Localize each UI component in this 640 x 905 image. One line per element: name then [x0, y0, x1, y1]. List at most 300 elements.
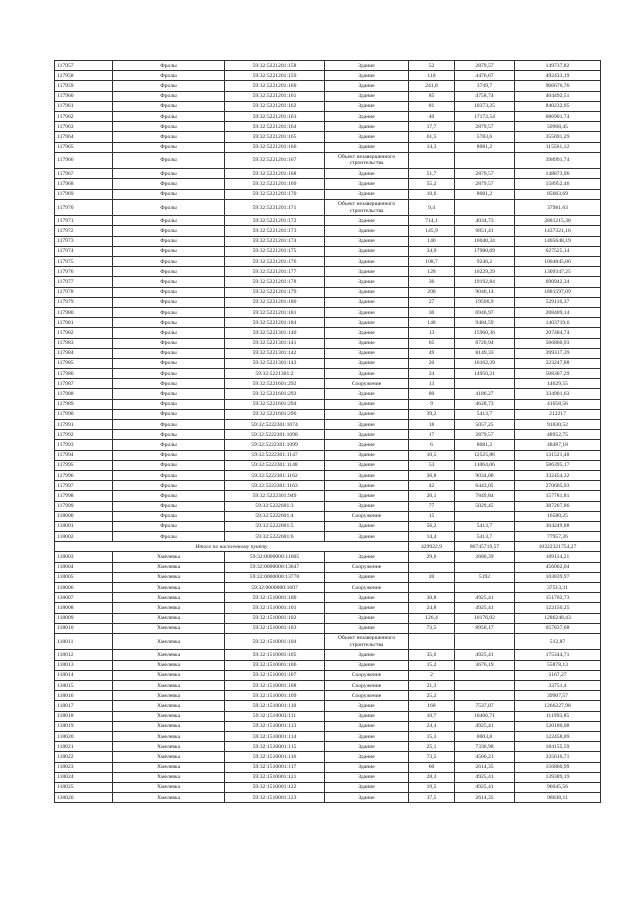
- cell-area: 81: [409, 101, 455, 111]
- cell-area: 56,2: [409, 521, 455, 531]
- cell-cadastral-value: 404492,51: [515, 91, 601, 101]
- cell-cadastral-value: 332454,32: [515, 470, 601, 480]
- cell-cadastral-value: 304249,88: [515, 521, 601, 531]
- cell-area: 128: [409, 267, 455, 277]
- cell-area: 24,4: [409, 721, 455, 731]
- table-row: [55, 277, 601, 287]
- cell-area: 10,5: [409, 450, 455, 460]
- cell-area: 30,8: [409, 593, 455, 603]
- cell-settlement-name: Хмелевка: [113, 623, 225, 633]
- cell-settlement-name: Фролы: [113, 81, 225, 91]
- cell-cadastral-value: 184155,59: [515, 742, 601, 752]
- cell-area: 10,7: [409, 711, 455, 721]
- cell-row-number: 117958: [55, 71, 113, 81]
- cell-row-number: 117962: [55, 111, 113, 121]
- cell-specific-value: 7336,98: [455, 742, 515, 752]
- cell-object-type: Здание: [325, 257, 409, 267]
- cell-area: 145,9: [409, 226, 455, 236]
- cell-cadastral-value: 157781,81: [515, 491, 601, 501]
- cell-object-type: Здание: [325, 236, 409, 246]
- cell-area: 53: [409, 460, 455, 470]
- cell-specific-value: 4186,27: [455, 389, 515, 399]
- cell-row-number: 118008: [55, 603, 113, 613]
- cell-area: 714,1: [409, 216, 455, 226]
- cell-area: 85: [409, 91, 455, 101]
- cell-cadastral-value: 50968,45: [515, 122, 601, 132]
- cell-object-type: Здание: [325, 91, 409, 101]
- cell-cadastral-number: 59:32:5221201:164: [225, 122, 325, 132]
- cell-area: 126,4: [409, 613, 455, 623]
- cell-object-type: Здание: [325, 450, 409, 460]
- cell-object-type: Здание: [325, 521, 409, 531]
- table-row: [55, 199, 601, 216]
- cell-object-type: Здание: [325, 660, 409, 670]
- cell-settlement-name: Фролы: [113, 450, 225, 460]
- cell-specific-value: 12525,86: [455, 450, 515, 460]
- cell-cadastral-number: 59:32:1510001:107: [225, 670, 325, 680]
- cell-row-number: 118004: [55, 562, 113, 572]
- cell-object-type: Здание: [325, 338, 409, 348]
- cell-settlement-name: Фролы: [113, 142, 225, 152]
- cell-row-number: 117991: [55, 420, 113, 430]
- cell-cadastral-number: 59:32:5222601:4: [225, 511, 325, 521]
- cell-cadastral-value: 508307,29: [515, 369, 601, 379]
- table-row: [55, 399, 601, 409]
- cell-cadastral-value: 840232,95: [515, 101, 601, 111]
- cell-specific-value: 9046,14: [455, 287, 515, 297]
- cell-row-number: 118013: [55, 660, 113, 670]
- cell-cadastral-number: 59:32:5221201:170: [225, 189, 325, 199]
- cell-specific-value: 17980,69: [455, 246, 515, 256]
- cell-cadastral-number: 59:32:0000000:13778: [225, 572, 325, 582]
- table-row: [55, 603, 601, 613]
- cell-settlement-name: Фролы: [113, 440, 225, 450]
- cell-settlement-name: Фролы: [113, 399, 225, 409]
- cell-row-number: 118012: [55, 650, 113, 660]
- cell-cadastral-value: 48487,18: [515, 440, 601, 450]
- cell-specific-value: 4628,73: [455, 399, 515, 409]
- cell-cadastral-number: 59:32:5222301:1099: [225, 440, 325, 450]
- cell-area: 60: [409, 762, 455, 772]
- cell-area: 29,6: [409, 552, 455, 562]
- cell-area: 9,4: [409, 199, 455, 216]
- cell-cadastral-number: 59:32:5221301:140: [225, 328, 325, 338]
- cell-settlement-name: Хмелевка: [113, 593, 225, 603]
- cell-specific-value: 8081,2: [455, 440, 515, 450]
- cell-object-type: Здание: [325, 532, 409, 542]
- cell-settlement-name: Фролы: [113, 328, 225, 338]
- cell-object-type: Здание: [325, 593, 409, 603]
- cell-area: 20: [409, 358, 455, 368]
- cell-cadastral-value: 85663,69: [515, 189, 601, 199]
- cell-specific-value: 8081,2: [455, 189, 515, 199]
- cell-settlement-name: Хмелевка: [113, 572, 225, 582]
- cell-cadastral-number: 59:32:0000000:13647: [225, 562, 325, 572]
- cell-cadastral-number: 59:32:5221201:165: [225, 132, 325, 142]
- cell-row-number: 118009: [55, 613, 113, 623]
- cell-specific-value: 10373,25: [455, 101, 515, 111]
- cell-cadastral-value: 334901,63: [515, 389, 601, 399]
- cell-object-type: Здание: [325, 389, 409, 399]
- cell-cadastral-number: 59:32:5221201:171: [225, 199, 325, 216]
- cell-cadastral-value: 33751,4: [515, 681, 601, 691]
- table-row: [55, 297, 601, 307]
- cell-settlement-name: Хмелевка: [113, 691, 225, 701]
- cell-cadastral-value: 906676,76: [515, 81, 601, 91]
- cell-object-type: Сооружение: [325, 562, 409, 572]
- cell-cadastral-number: 59:32:5221201:162: [225, 101, 325, 111]
- cell-specific-value: 8950,17: [455, 623, 515, 633]
- cell-specific-value: 4566,21: [455, 752, 515, 762]
- cell-cadastral-value: 586395,17: [515, 460, 601, 470]
- cell-cadastral-number: 59:32:0000000:1607: [225, 583, 325, 593]
- cell-row-number: 117976: [55, 267, 113, 277]
- cell-specific-value: 4925,41: [455, 650, 515, 660]
- cell-specific-value: 10176,02: [455, 613, 515, 623]
- cell-specific-value: 4925,41: [455, 772, 515, 782]
- cell-row-number: 117973: [55, 236, 113, 246]
- cell-object-type: Здание: [325, 721, 409, 731]
- cell-settlement-name: Фролы: [113, 379, 225, 389]
- cell-specific-value: 2879,57: [455, 122, 515, 132]
- cell-settlement-name: Хмелевка: [113, 633, 225, 650]
- cell-specific-value: 8081,2: [455, 142, 515, 152]
- cell-specific-value: 8003,8: [455, 731, 515, 741]
- cell-cadastral-value: 55878,13: [515, 660, 601, 670]
- table-row: [55, 81, 601, 91]
- table-row: [55, 583, 601, 593]
- total-cadastral-value: 10322321754,27: [515, 542, 601, 552]
- cell-area: 65: [409, 338, 455, 348]
- cell-specific-value: 14950,21: [455, 369, 515, 379]
- cell-cadastral-value: 2881215,38: [515, 216, 601, 226]
- table-row: [55, 721, 601, 731]
- cell-object-type: Сооружение: [325, 681, 409, 691]
- cell-cadastral-number: 59:32:5221601:296: [225, 409, 325, 419]
- table-row: [55, 71, 601, 81]
- cell-cadastral-number: 59:32:5221201:160: [225, 81, 325, 91]
- cell-object-type: Здание: [325, 328, 409, 338]
- cell-cadastral-value: 103839,97: [515, 572, 601, 582]
- cell-settlement-name: Фролы: [113, 61, 225, 71]
- cell-row-number: 117972: [55, 226, 113, 236]
- cell-object-type: Здание: [325, 623, 409, 633]
- cell-specific-value: 9034,08: [455, 470, 515, 480]
- cell-cadastral-value: 151702,73: [515, 593, 601, 603]
- cell-cadastral-value: 207484,74: [515, 328, 601, 338]
- cell-cadastral-value: 175344,71: [515, 650, 601, 660]
- cell-row-number: 117966: [55, 152, 113, 169]
- table-row: [55, 409, 601, 419]
- cell-settlement-name: Фролы: [113, 152, 225, 169]
- cell-specific-value: 2879,57: [455, 179, 515, 189]
- cadastral-value-table: [54, 60, 601, 803]
- cell-cadastral-value: 37981,63: [515, 199, 601, 216]
- cell-specific-value: 9246,2: [455, 257, 515, 267]
- cell-cadastral-value: 1266227,98: [515, 701, 601, 711]
- cell-cadastral-number: 59:32:5222301:1147: [225, 450, 325, 460]
- cell-specific-value: 8149,33: [455, 348, 515, 358]
- cell-object-type: Здание: [325, 460, 409, 470]
- cell-cadastral-value: 37513,31: [515, 583, 601, 593]
- cell-area: [409, 152, 455, 169]
- cell-object-type: Здание: [325, 470, 409, 480]
- cell-settlement-name: Хмелевка: [113, 660, 225, 670]
- cell-row-number: 118014: [55, 670, 113, 680]
- cell-area: 37,5: [409, 793, 455, 803]
- cell-object-type: Здание: [325, 409, 409, 419]
- cell-row-number: 117993: [55, 440, 113, 450]
- cell-area: 42: [409, 481, 455, 491]
- cell-settlement-name: Фролы: [113, 236, 225, 246]
- cell-area: 27: [409, 297, 455, 307]
- cell-area: 17,7: [409, 122, 455, 132]
- cell-specific-value: 4034,73: [455, 216, 515, 226]
- cell-cadastral-value: 1437321,16: [515, 226, 601, 236]
- cell-area: 36,8: [409, 470, 455, 480]
- table-row: [55, 532, 601, 542]
- cell-row-number: 117980: [55, 307, 113, 317]
- table-body: [55, 61, 601, 803]
- table-row: [55, 511, 601, 521]
- cell-cadastral-number: 59:32:5221201:173: [225, 226, 325, 236]
- cell-area: 6: [409, 440, 455, 450]
- cell-settlement-name: Фролы: [113, 257, 225, 267]
- cell-object-type: Здание: [325, 752, 409, 762]
- cell-cadastral-number: 59:32:5221201:181: [225, 307, 325, 317]
- cell-specific-value: 16162,39: [455, 358, 515, 368]
- table-row: [55, 633, 601, 650]
- cell-specific-value: 4476,67: [455, 71, 515, 81]
- cell-cadastral-number: 59:32:5221201:161: [225, 91, 325, 101]
- cell-specific-value: [455, 379, 515, 389]
- cell-settlement-name: Фролы: [113, 267, 225, 277]
- cell-object-type: Здание: [325, 701, 409, 711]
- cell-cadastral-value: 96045,56: [515, 782, 601, 792]
- cell-area: 51,7: [409, 169, 455, 179]
- cell-cadastral-number: 59:32:5222301:1074: [225, 420, 325, 430]
- cell-cadastral-number: 59:32:5222601:3: [225, 501, 325, 511]
- cell-area: [409, 633, 455, 650]
- cell-object-type: Здание: [325, 169, 409, 179]
- cell-cadastral-value: 98038,11: [515, 793, 601, 803]
- table-row: [55, 430, 601, 440]
- table-row: [55, 782, 601, 792]
- cell-row-number: 117998: [55, 491, 113, 501]
- table-row: [55, 491, 601, 501]
- cell-cadastral-number: 59:32:1510001:122: [225, 782, 325, 792]
- table-row: [55, 521, 601, 531]
- table-row: [55, 216, 601, 226]
- table-row: [55, 348, 601, 358]
- table-row: [55, 501, 601, 511]
- cell-cadastral-number: 59:32:1510001:113: [225, 721, 325, 731]
- cell-cadastral-number: 59:32:5221201:176: [225, 257, 325, 267]
- cell-specific-value: 4925,41: [455, 782, 515, 792]
- cell-object-type: Здание: [325, 61, 409, 71]
- cell-specific-value: 5057,25: [455, 420, 515, 430]
- cell-area: 148: [409, 318, 455, 328]
- cell-cadastral-number: 59:32:5222301:1098: [225, 430, 325, 440]
- cell-area: 208: [409, 287, 455, 297]
- cell-area: 168: [409, 701, 455, 711]
- cell-cadastral-value: 399317,39: [515, 348, 601, 358]
- cell-cadastral-number: 59:32:5221301:2: [225, 369, 325, 379]
- total-label: Итого по населенному пункту: [55, 542, 409, 552]
- cell-object-type: Здание: [325, 731, 409, 741]
- cell-cadastral-number: 59:32:5221601:293: [225, 389, 325, 399]
- cell-cadastral-value: 1403719,6: [515, 318, 601, 328]
- table-row: [55, 772, 601, 782]
- cell-row-number: 118007: [55, 593, 113, 603]
- cell-area: 15: [409, 511, 455, 521]
- cell-row-number: 118026: [55, 793, 113, 803]
- cell-object-type: Здание: [325, 603, 409, 613]
- cell-settlement-name: Хмелевка: [113, 762, 225, 772]
- cell-specific-value: [455, 199, 515, 216]
- cell-cadastral-value: 156860,99: [515, 762, 601, 772]
- cell-row-number: 118001: [55, 521, 113, 531]
- cell-row-number: 118018: [55, 711, 113, 721]
- cell-cadastral-value: 41658,56: [515, 399, 601, 409]
- cell-specific-value: 2614,35: [455, 762, 515, 772]
- cell-settlement-name: Хмелевка: [113, 562, 225, 572]
- table-row: [55, 460, 601, 470]
- cell-row-number: 117984: [55, 348, 113, 358]
- cell-object-type: Здание: [325, 71, 409, 81]
- cell-specific-value: 4758,74: [455, 91, 515, 101]
- cell-cadastral-value: 686901,74: [515, 111, 601, 121]
- cell-row-number: 118015: [55, 681, 113, 691]
- cell-area: 2: [409, 670, 455, 680]
- table-row: [55, 142, 601, 152]
- cell-area: 25,2: [409, 691, 455, 701]
- cell-row-number: 117985: [55, 358, 113, 368]
- cell-settlement-name: Фролы: [113, 122, 225, 132]
- cell-object-type: Сооружение: [325, 691, 409, 701]
- cell-object-type: Здание: [325, 369, 409, 379]
- cell-settlement-name: Хмелевка: [113, 701, 225, 711]
- cell-row-number: 117964: [55, 132, 113, 142]
- table-row: [55, 670, 601, 680]
- cell-object-type: Здание: [325, 650, 409, 660]
- cell-area: 15,2: [409, 660, 455, 670]
- cell-cadastral-value: 158952,46: [515, 179, 601, 189]
- cell-cadastral-value: 1405648,19: [515, 236, 601, 246]
- cell-specific-value: 15960,36: [455, 328, 515, 338]
- cell-specific-value: [455, 691, 515, 701]
- cell-cadastral-number: 59:32:0000000:11605: [225, 552, 325, 562]
- cell-cadastral-number: 59:32:5221601:294: [225, 399, 325, 409]
- cell-cadastral-value: 148873,96: [515, 169, 601, 179]
- cell-cadastral-value: 111993,85: [515, 711, 601, 721]
- cell-cadastral-value: 39907,57: [515, 691, 601, 701]
- table-row: [55, 450, 601, 460]
- cell-specific-value: 8720,94: [455, 338, 515, 348]
- cell-cadastral-number: 59:32:5221301:142: [225, 348, 325, 358]
- cell-cadastral-value: 627525,14: [515, 246, 601, 256]
- table-row: [55, 420, 601, 430]
- cell-settlement-name: Фролы: [113, 409, 225, 419]
- cell-cadastral-value: 690942,34: [515, 277, 601, 287]
- cell-settlement-name: Фролы: [113, 532, 225, 542]
- cell-cadastral-value: 77957,26: [515, 532, 601, 542]
- cell-settlement-name: Фролы: [113, 91, 225, 101]
- cell-row-number: 117978: [55, 287, 113, 297]
- cell-cadastral-number: 59:32:1510001:115: [225, 742, 325, 752]
- cell-object-type: Здание: [325, 762, 409, 772]
- cell-cadastral-value: 657837,68: [515, 623, 601, 633]
- cell-settlement-name: Фролы: [113, 521, 225, 531]
- cell-cadastral-value: 387267,86: [515, 501, 601, 511]
- cell-row-number: 118023: [55, 762, 113, 772]
- cell-settlement-name: Фролы: [113, 318, 225, 328]
- cell-specific-value: 19596,9: [455, 297, 515, 307]
- cell-cadastral-value: 122458,09: [515, 731, 601, 741]
- table-row: [55, 246, 601, 256]
- table-row: [55, 613, 601, 623]
- table-row: [55, 660, 601, 670]
- cell-area: 140: [409, 236, 455, 246]
- cell-cadastral-value: 91030,52: [515, 420, 601, 430]
- table-row: [55, 358, 601, 368]
- cell-area: 9: [409, 399, 455, 409]
- cell-row-number: 117981: [55, 318, 113, 328]
- cell-cadastral-value: 120180,08: [515, 721, 601, 731]
- cell-area: 80: [409, 389, 455, 399]
- cell-row-number: 118005: [55, 572, 113, 582]
- cell-area: 24,8: [409, 603, 455, 613]
- cell-cadastral-number: 59:32:1510001:106: [225, 660, 325, 670]
- cell-row-number: 117988: [55, 389, 113, 399]
- cell-area: 17: [409, 430, 455, 440]
- cell-cadastral-number: 59:32:1510001:105: [225, 650, 325, 660]
- cell-settlement-name: Хмелевка: [113, 670, 225, 680]
- cell-specific-value: [455, 633, 515, 650]
- cell-specific-value: 3686,39: [455, 552, 515, 562]
- cell-settlement-name: Фролы: [113, 216, 225, 226]
- cell-row-number: 117987: [55, 379, 113, 389]
- cell-row-number: 117989: [55, 399, 113, 409]
- cell-cadastral-number: 59:32:1510001:108: [225, 681, 325, 691]
- cell-row-number: 117975: [55, 257, 113, 267]
- cell-specific-value: 7849,84: [455, 491, 515, 501]
- cell-cadastral-number: 59:32:5221201:178: [225, 277, 325, 287]
- table-row: [55, 267, 601, 277]
- table-row: [55, 122, 601, 132]
- cell-cadastral-number: 59:32:5221201:166: [225, 142, 325, 152]
- cell-settlement-name: Хмелевка: [113, 731, 225, 741]
- cell-area: 14,3: [409, 142, 455, 152]
- cell-settlement-name: Фролы: [113, 491, 225, 501]
- cell-cadastral-number: 59:32:5221201:184: [225, 318, 325, 328]
- cell-row-number: 117995: [55, 460, 113, 470]
- table-row: [55, 318, 601, 328]
- cell-settlement-name: Фролы: [113, 501, 225, 511]
- table-row: [55, 691, 601, 701]
- cell-settlement-name: Фролы: [113, 246, 225, 256]
- cell-cadastral-value: 1309347,25: [515, 267, 601, 277]
- cell-specific-value: 9851,41: [455, 226, 515, 236]
- cell-row-number: 118022: [55, 752, 113, 762]
- cell-settlement-name: Хмелевка: [113, 752, 225, 762]
- table-row: [55, 470, 601, 480]
- cell-cadastral-value: 212217: [515, 409, 601, 419]
- cell-cadastral-number: 59:32:5222301:1162: [225, 470, 325, 480]
- total-area: 429922,9: [409, 542, 455, 552]
- cell-cadastral-number: 59:32:1510001:102: [225, 613, 325, 623]
- cell-row-number: 117986: [55, 369, 113, 379]
